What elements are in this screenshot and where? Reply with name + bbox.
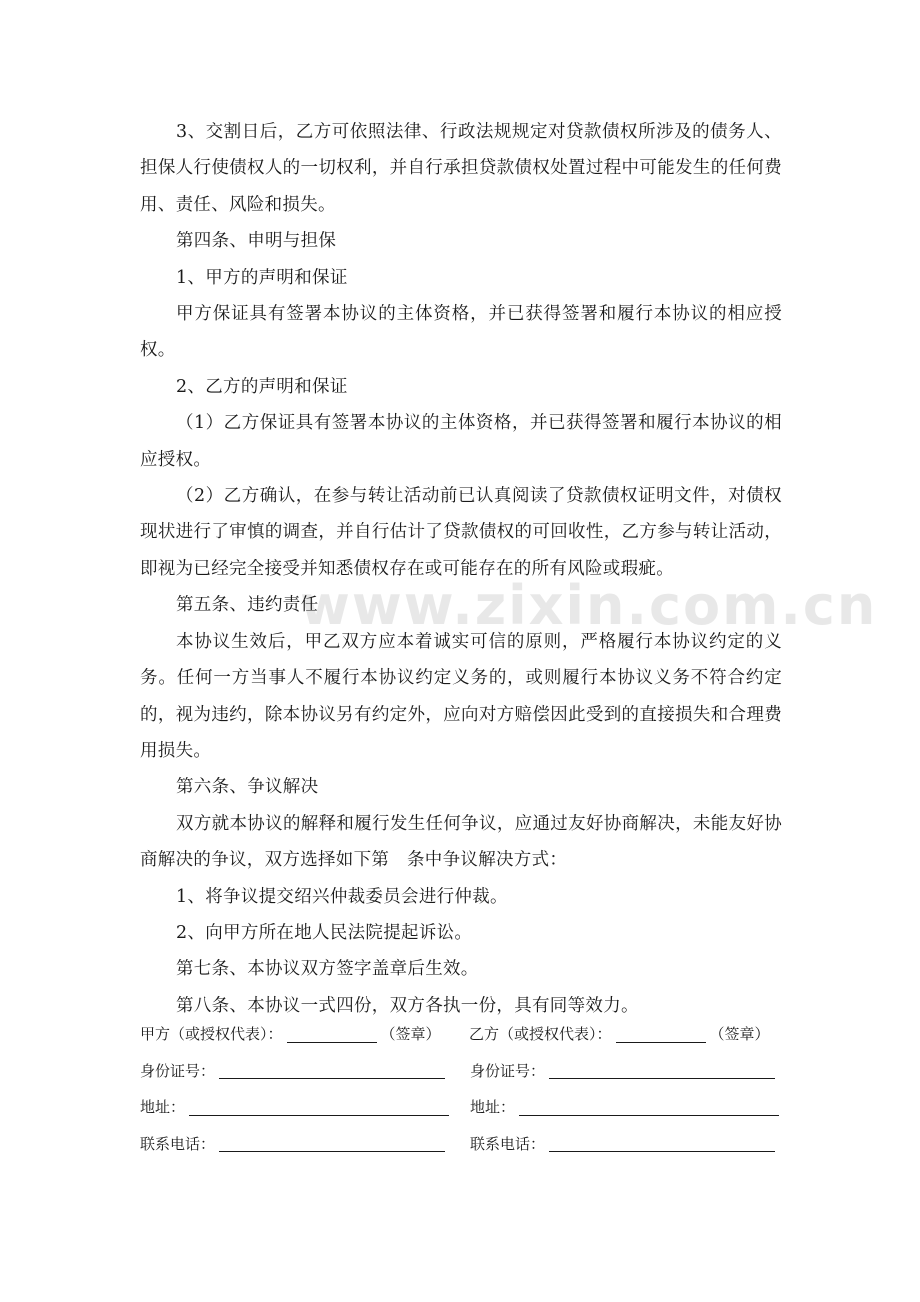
paragraph-party-a-guarantee: 甲方保证具有签署本协议的主体资格，并已获得签署和履行本协议的相应授权。 — [140, 304, 782, 361]
party-b-seal-label: （签章） — [709, 1025, 770, 1043]
signature-row-address — [140, 1089, 800, 1126]
signature-row-phone — [140, 1126, 800, 1163]
party-b-address-line[interactable] — [519, 1093, 779, 1116]
party-b-signature-line[interactable] — [616, 1020, 706, 1043]
party-a-signature-line[interactable] — [287, 1020, 377, 1043]
party-a-label: 甲方（或授权代表）： — [140, 1025, 283, 1043]
party-a-id-line[interactable] — [219, 1056, 445, 1079]
dispute-option-litigation: 2、向甲方所在地人民法院提起诉讼。 — [176, 922, 473, 943]
party-a-address-label: 地址： — [140, 1098, 186, 1116]
paragraph-party-b-guarantee-1: （1）乙方保证具有签署本协议的主体资格，并已获得签署和履行本协议的相应授权。 — [140, 413, 782, 470]
document-body — [140, 114, 782, 1024]
party-a-phone-label: 联系电话： — [140, 1134, 216, 1153]
paragraph-delivery-rights: 3、交割日后，乙方可依照法律、行政法规规定对贷款债权所涉及的债务人、担保人行使债权人的一切权利，并自行承担贷款债权处置过程中可能发生的任何费用、责任、风险和损失。 — [140, 122, 782, 215]
section-heading-article-5: 第五条、违约责任 — [176, 595, 319, 616]
section-heading-article-7: 第七条、本协议双方签字盖章后生效。 — [176, 959, 479, 980]
party-b-id-label: 身份证号： — [470, 1061, 546, 1080]
dispute-option-arbitration: 1、将争议提交绍兴仲裁委员会进行仲裁。 — [176, 886, 508, 907]
party-b-id-line[interactable] — [549, 1056, 775, 1079]
party-b-label: 乙方（或授权代表）： — [469, 1025, 612, 1043]
party-a-phone-line[interactable] — [219, 1129, 445, 1152]
party-a-id — [140, 1053, 449, 1090]
section-heading-article-4: 第四条、申明与担保 — [176, 231, 337, 252]
section-heading-article-8: 第八条、本协议一式四份，双方各执一份，具有同等效力。 — [176, 995, 639, 1016]
party-a-address-line[interactable] — [189, 1093, 449, 1116]
party-a-seal-label: （签章） — [380, 1025, 441, 1043]
paragraph-breach-liability: 本协议生效后，甲乙双方应本着诚实可信的原则，严格履行本协议约定的义务。任何一方当事人不履行本协议约定义务的，或则履行本协议义务不符合约定的，视为违约，除本协议另有约定外，应向对方赔偿因此受到的直接损失和合理费用损失。 — [140, 631, 782, 761]
party-b-address-label: 地址： — [470, 1098, 516, 1116]
paragraph-party-b-guarantee-2: （2）乙方确认，在参与转让活动前已认真阅读了贷款债权证明文件，对债权现状进行了审慎的调查，并自行估计了贷款债权的可回收性，乙方参与转让活动，即视为已经完全接受并知悉债权存在或可能存在的所有风险或瑕疵。 — [140, 486, 782, 579]
party-b-signature — [469, 1016, 770, 1053]
party-b-address — [470, 1089, 783, 1126]
party-a-address — [140, 1089, 453, 1126]
party-b-id — [470, 1053, 779, 1090]
signature-block — [140, 1016, 800, 1162]
party-a-id-label: 身份证号： — [140, 1061, 216, 1080]
subheading-party-b-statement: 2、乙方的声明和保证 — [176, 376, 348, 397]
watermark-text: www.zixin.com.cn — [300, 574, 878, 637]
signature-row-parties — [140, 1016, 800, 1053]
party-b-phone — [470, 1126, 779, 1163]
subheading-party-a-statement: 1、甲方的声明和保证 — [176, 267, 348, 288]
paragraph-dispute-resolution: 双方就本协议的解释和履行发生任何争议，应通过友好协商解决，未能友好协商解决的争议，双方选择如下第 条中争议解决方式： — [140, 813, 782, 871]
party-b-phone-line[interactable] — [549, 1129, 775, 1152]
section-heading-article-6: 第六条、争议解决 — [176, 777, 319, 798]
party-b-phone-label: 联系电话： — [470, 1134, 546, 1153]
party-a-phone — [140, 1126, 449, 1163]
party-a-signature — [140, 1016, 441, 1053]
signature-row-id — [140, 1053, 800, 1090]
